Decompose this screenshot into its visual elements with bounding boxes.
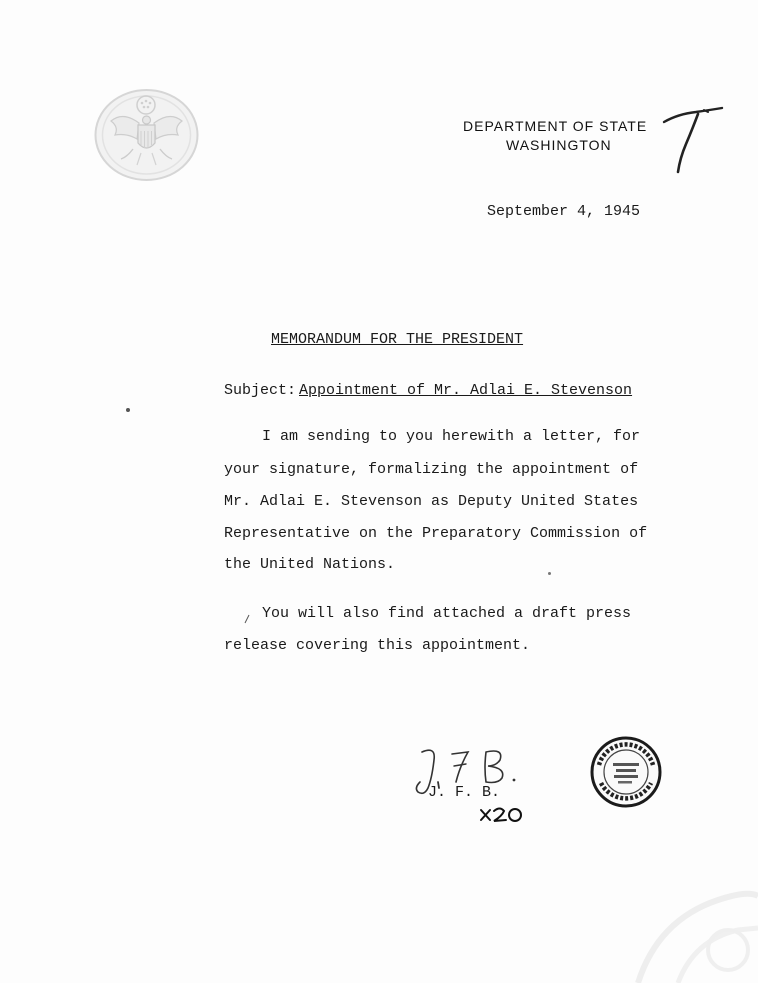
typed-initials: J. F. B. bbox=[428, 784, 501, 801]
body-line: your signature, formalizing the appointment of bbox=[224, 461, 639, 478]
body-line: Mr. Adlai E. Stevenson as Deputy United States bbox=[224, 493, 639, 510]
stray-ink-dot bbox=[126, 408, 130, 412]
body-line: I am sending to you herewith a letter, for bbox=[262, 428, 641, 445]
subject-text: Appointment of Mr. Adlai E. Stevenson bbox=[299, 382, 633, 399]
stray-ink-dot bbox=[548, 572, 551, 575]
department-name: DEPARTMENT OF STATE bbox=[463, 118, 648, 134]
body-line: release covering this appointment. bbox=[224, 637, 531, 654]
emboss-bleed-texture bbox=[598, 830, 758, 983]
received-date-stamp-icon bbox=[589, 735, 663, 809]
body-line: the United Nations. bbox=[224, 556, 396, 573]
stray-pencil-mark bbox=[243, 614, 251, 624]
handwritten-folio-number bbox=[658, 100, 728, 178]
body-line: You will also find attached a draft press bbox=[262, 605, 632, 622]
memo-title: MEMORANDUM FOR THE PRESIDENT bbox=[271, 331, 524, 348]
handwritten-file-mark bbox=[478, 804, 528, 824]
subject-label: Subject: bbox=[224, 382, 297, 399]
body-line: Representative on the Preparatory Commission of bbox=[224, 525, 648, 542]
great-seal-embossed-icon bbox=[93, 87, 200, 183]
memo-date: September 4, 1945 bbox=[487, 203, 641, 220]
department-city: WASHINGTON bbox=[506, 137, 612, 153]
